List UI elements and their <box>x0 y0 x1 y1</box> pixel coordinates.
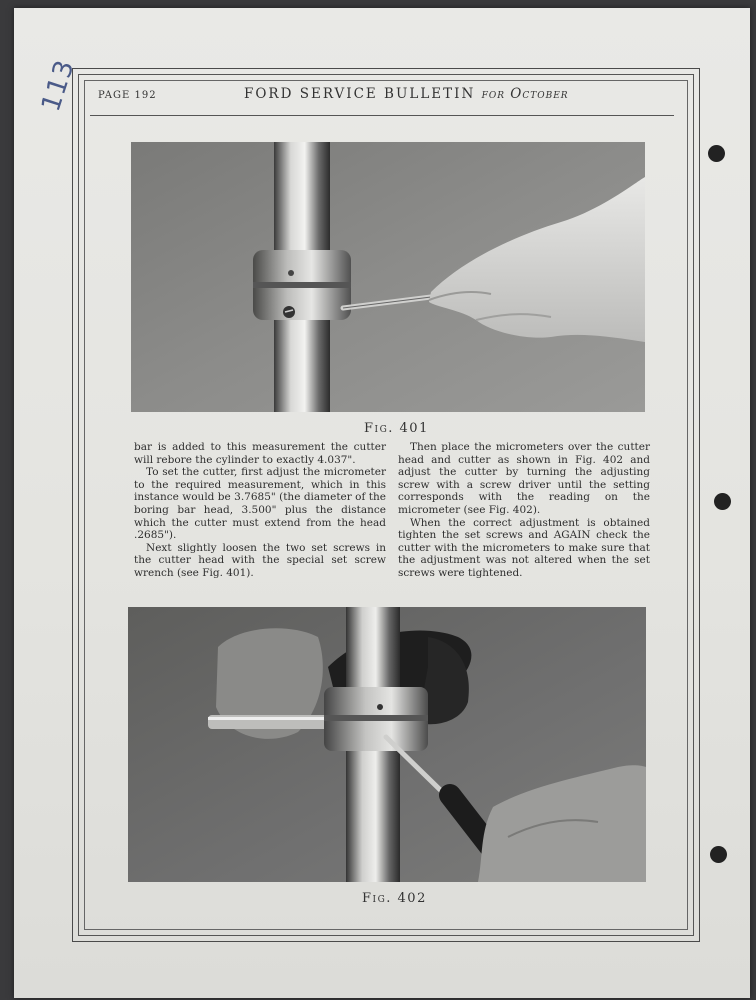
paragraph: When the correct adjustment is obtained tighten the set screws and AGAIN check the cutter with the micrometers to make sure that the adjustment was not altered when the set screws were tightened. <box>398 516 650 579</box>
punch-hole-bottom <box>710 846 727 863</box>
bulletin-title-italic: for October <box>481 86 569 102</box>
paragraph: To set the cutter, first adjust the micrometer to the required measurement, which in this instance would be 3.7685" (the diameter of the boring bar head, 3.500" plus the distance which the cutter must extend from the head .2685"). <box>134 466 386 542</box>
handwritten-page-note: 113 <box>36 55 81 116</box>
figure-402-photo <box>128 607 646 882</box>
figure-402-caption: Fig. 402 <box>362 891 427 906</box>
paragraph: Next slightly loosen the two set screws in the cutter head with the special set screw wrench (see Fig. 401). <box>134 541 386 579</box>
punch-hole-middle <box>714 493 731 510</box>
text-column-left <box>134 441 386 580</box>
paragraph: Then place the micrometers over the cutter head and cutter as shown in Fig. 402 and adjust the cutter by turning the adjusting screw with a screw driver until the setting corresponds with the reading on the micrometer (see Fig. 402). <box>398 441 650 516</box>
paragraph: bar is added to this measurement the cutter will rebore the cylinder to exactly 4.037". <box>134 441 386 466</box>
figure-401-caption: Fig. 401 <box>364 421 429 436</box>
bulletin-title <box>244 86 569 102</box>
bulletin-title-main: FORD SERVICE BULLETIN <box>244 86 476 102</box>
punch-hole-top <box>708 145 725 162</box>
text-column-right <box>398 441 650 580</box>
header-rule <box>90 115 674 116</box>
figure-401-photo <box>131 142 645 412</box>
bulletin-page <box>14 8 750 998</box>
page-number: PAGE 192 <box>98 90 157 101</box>
